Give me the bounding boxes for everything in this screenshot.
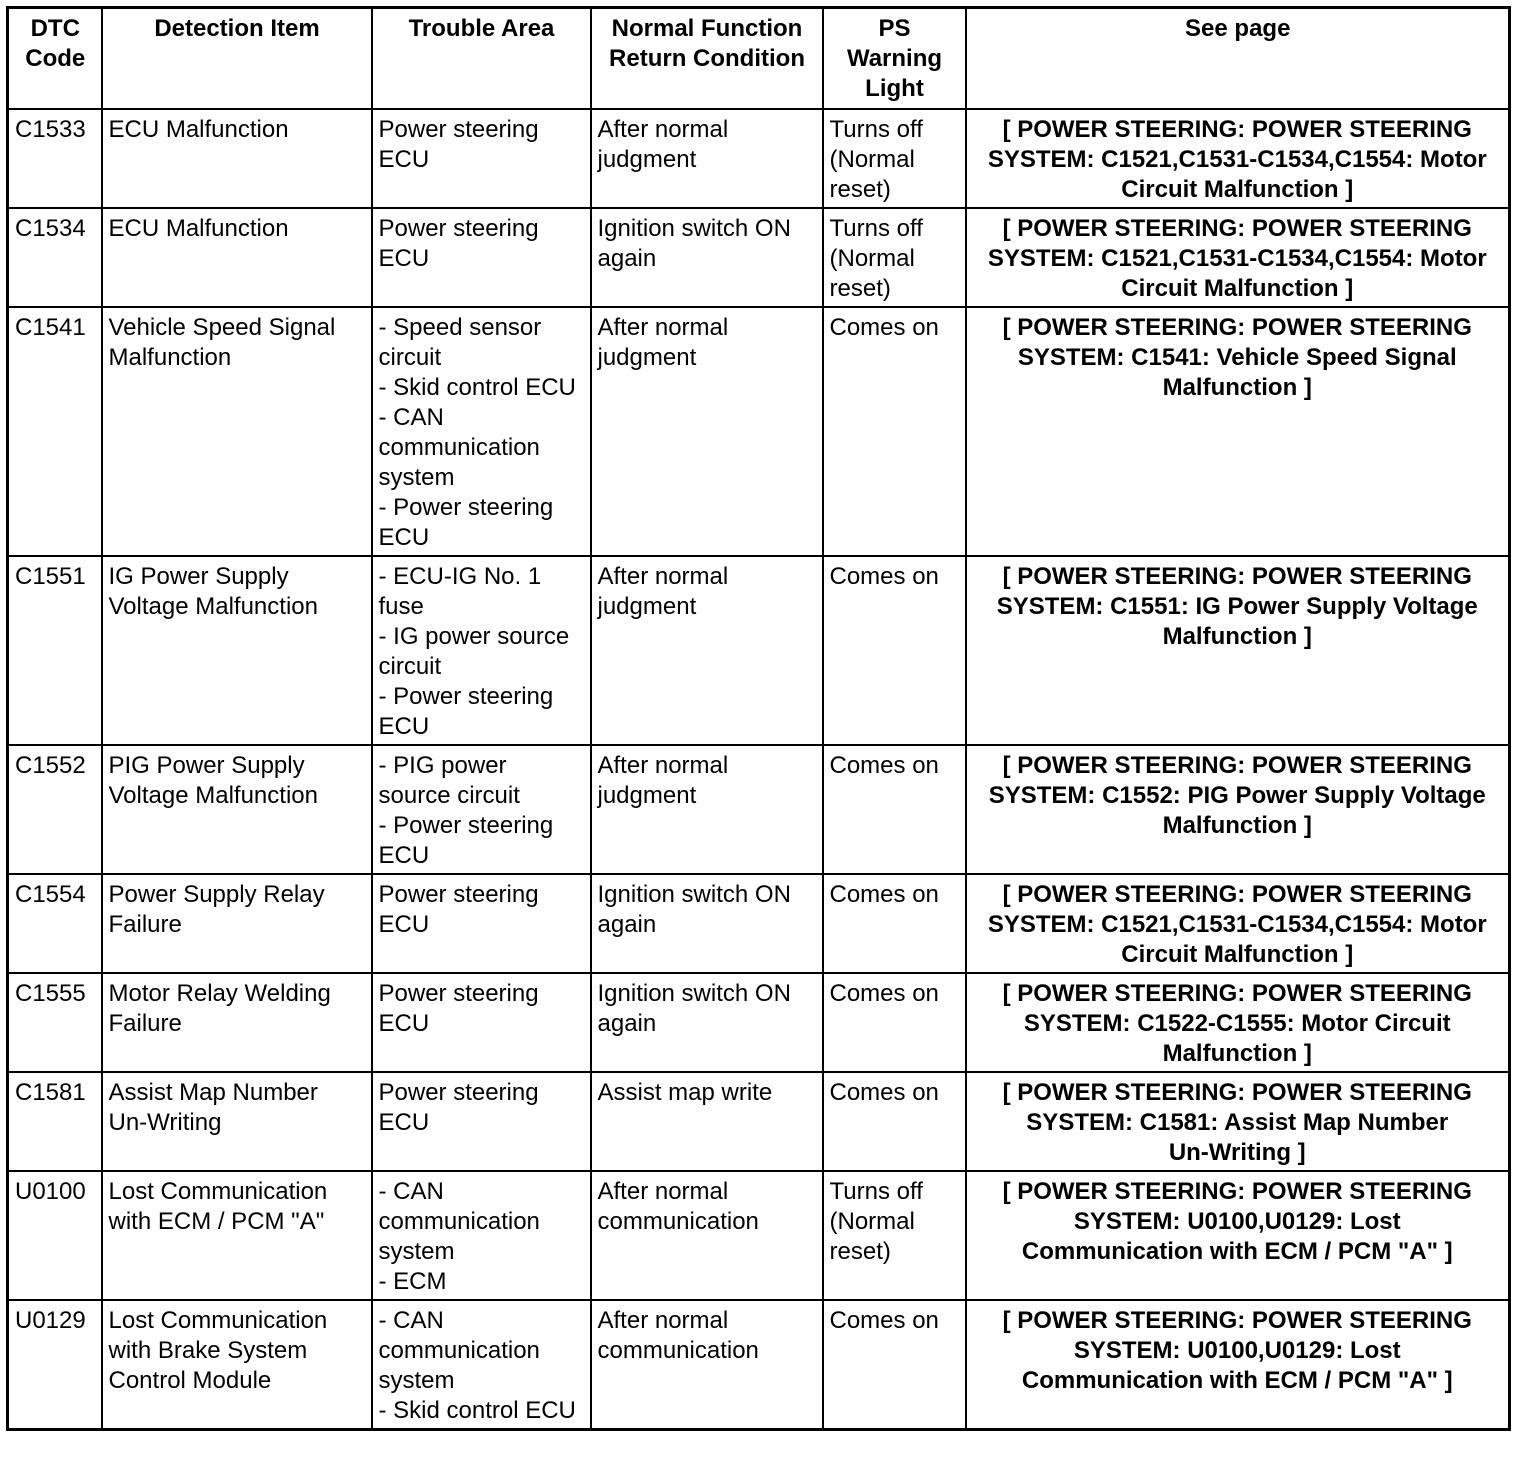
cell-trouble-area bbox=[372, 109, 591, 208]
cell-trouble-area-line: - CAN bbox=[378, 1307, 444, 1334]
cell-trouble-area-line: circuit bbox=[378, 344, 442, 371]
cell-dtc-code-line: C1551 bbox=[15, 563, 86, 590]
cell-see-page-line: [ POWER STEERING: POWER STEERING bbox=[1002, 314, 1472, 341]
cell-trouble-area-line: Power steering bbox=[378, 980, 539, 1007]
cell-trouble-area-line: communication bbox=[378, 1337, 540, 1364]
cell-see-page bbox=[966, 208, 1510, 307]
cell-return-condition-line: Ignition switch ON bbox=[597, 881, 791, 908]
cell-dtc-code bbox=[8, 1072, 102, 1171]
cell-return-condition-line: After normal bbox=[597, 752, 729, 779]
cell-see-page-line: Malfunction ] bbox=[1162, 1040, 1312, 1067]
cell-detection-item bbox=[102, 973, 372, 1072]
cell-detection-item bbox=[102, 874, 372, 973]
cell-trouble-area bbox=[372, 208, 591, 307]
cell-detection-item bbox=[102, 745, 372, 874]
header-row bbox=[8, 8, 1510, 110]
cell-ps-warning-light bbox=[823, 1072, 966, 1171]
cell-see-page-line: [ POWER STEERING: POWER STEERING bbox=[1002, 752, 1472, 779]
header-see-page-label: See page bbox=[1185, 15, 1291, 42]
cell-dtc-code bbox=[8, 1300, 102, 1430]
cell-ps-warning-light-line: Comes on bbox=[829, 1079, 939, 1106]
cell-trouble-area-line: system bbox=[378, 1367, 455, 1394]
cell-ps-warning-light-line: reset) bbox=[829, 1238, 891, 1265]
table-row bbox=[8, 556, 1510, 745]
cell-see-page bbox=[966, 1300, 1510, 1430]
cell-return-condition-line: judgment bbox=[597, 782, 697, 809]
cell-return-condition-line: communication bbox=[597, 1208, 759, 1235]
cell-detection-item-line: Power Supply Relay bbox=[108, 881, 325, 908]
cell-trouble-area-line: Power steering bbox=[378, 1079, 539, 1106]
cell-see-page-line: SYSTEM: U0100,U0129: Lost bbox=[1073, 1208, 1401, 1235]
cell-dtc-code bbox=[8, 307, 102, 556]
cell-return-condition-line: communication bbox=[597, 1337, 759, 1364]
cell-trouble-area-line: - Power steering bbox=[378, 812, 554, 839]
table-header bbox=[8, 8, 1510, 110]
cell-ps-warning-light-line: Comes on bbox=[829, 980, 939, 1007]
cell-detection-item-line: ECU Malfunction bbox=[108, 215, 289, 242]
cell-return-condition bbox=[591, 973, 823, 1072]
cell-trouble-area-line: system bbox=[378, 1238, 455, 1265]
cell-detection-item-line: Malfunction bbox=[108, 344, 232, 371]
cell-detection-item bbox=[102, 307, 372, 556]
cell-trouble-area-line: Power steering bbox=[378, 116, 539, 143]
cell-see-page-line: Un-Writing ] bbox=[1168, 1139, 1306, 1166]
cell-detection-item-line: Lost Communication bbox=[108, 1178, 328, 1205]
cell-see-page bbox=[966, 556, 1510, 745]
cell-detection-item bbox=[102, 556, 372, 745]
cell-ps-warning-light-line: Comes on bbox=[829, 881, 939, 908]
cell-ps-warning-light-line: (Normal bbox=[829, 1208, 915, 1235]
cell-trouble-area-line: - Skid control ECU bbox=[378, 374, 576, 401]
cell-see-page bbox=[966, 1171, 1510, 1300]
cell-trouble-area-line: - PIG power bbox=[378, 752, 507, 779]
cell-dtc-code bbox=[8, 109, 102, 208]
cell-detection-item-line: with ECM / PCM "A" bbox=[108, 1208, 325, 1235]
cell-trouble-area-line: ECU bbox=[378, 245, 430, 272]
header-see-page bbox=[966, 8, 1510, 110]
cell-ps-warning-light-line: Comes on bbox=[829, 563, 939, 590]
cell-return-condition bbox=[591, 745, 823, 874]
cell-detection-item-line: with Brake System bbox=[108, 1337, 308, 1364]
header-ps-warning-light-line: Warning bbox=[846, 45, 943, 72]
cell-detection-item-line: PIG Power Supply bbox=[108, 752, 305, 779]
cell-dtc-code-line: C1533 bbox=[15, 116, 86, 143]
table-row bbox=[8, 1300, 1510, 1430]
header-ps-warning-light-line: PS bbox=[878, 15, 911, 42]
cell-detection-item-line: Un-Writing bbox=[108, 1109, 222, 1136]
header-normal-function-line: Normal Function bbox=[611, 15, 803, 42]
cell-return-condition bbox=[591, 1171, 823, 1300]
cell-return-condition-line: After normal bbox=[597, 314, 729, 341]
cell-trouble-area-line: Power steering bbox=[378, 215, 539, 242]
cell-trouble-area-line: source circuit bbox=[378, 782, 520, 809]
cell-ps-warning-light-line: Turns off bbox=[829, 215, 923, 242]
cell-return-condition bbox=[591, 874, 823, 973]
cell-see-page-line: SYSTEM: C1581: Assist Map Number bbox=[1026, 1109, 1449, 1136]
table-row bbox=[8, 874, 1510, 973]
cell-ps-warning-light bbox=[823, 1300, 966, 1430]
table-row bbox=[8, 1171, 1510, 1300]
cell-trouble-area-line: - ECU-IG No. 1 bbox=[378, 563, 542, 590]
header-normal-function-line: Return Condition bbox=[609, 45, 805, 72]
cell-return-condition bbox=[591, 1300, 823, 1430]
cell-ps-warning-light bbox=[823, 556, 966, 745]
cell-dtc-code-line: C1534 bbox=[15, 215, 86, 242]
cell-ps-warning-light bbox=[823, 208, 966, 307]
cell-ps-warning-light-line: Turns off bbox=[829, 116, 923, 143]
cell-trouble-area bbox=[372, 307, 591, 556]
cell-trouble-area-line: - CAN bbox=[378, 404, 444, 431]
cell-return-condition-line: After normal bbox=[597, 116, 729, 143]
cell-trouble-area-line: ECU bbox=[378, 146, 430, 173]
cell-ps-warning-light-line: (Normal bbox=[829, 146, 915, 173]
cell-see-page-line: [ POWER STEERING: POWER STEERING bbox=[1002, 563, 1472, 590]
cell-see-page bbox=[966, 109, 1510, 208]
cell-detection-item-line: Failure bbox=[108, 911, 182, 938]
cell-detection-item-line: Failure bbox=[108, 1010, 182, 1037]
cell-ps-warning-light-line: reset) bbox=[829, 275, 891, 302]
cell-trouble-area-line: - CAN bbox=[378, 1178, 444, 1205]
cell-see-page bbox=[966, 874, 1510, 973]
cell-trouble-area-line: - Skid control ECU bbox=[378, 1397, 576, 1424]
cell-trouble-area bbox=[372, 745, 591, 874]
cell-ps-warning-light-line: Comes on bbox=[829, 752, 939, 779]
cell-trouble-area-line: communication bbox=[378, 434, 540, 461]
cell-ps-warning-light bbox=[823, 109, 966, 208]
cell-return-condition-line: judgment bbox=[597, 344, 697, 371]
cell-trouble-area-line: - Power steering bbox=[378, 683, 554, 710]
cell-trouble-area-line: - ECM bbox=[378, 1268, 447, 1295]
table-row bbox=[8, 307, 1510, 556]
cell-see-page-line: SYSTEM: U0100,U0129: Lost bbox=[1073, 1337, 1401, 1364]
table-row bbox=[8, 109, 1510, 208]
cell-return-condition-line: After normal bbox=[597, 563, 729, 590]
cell-trouble-area-line: ECU bbox=[378, 911, 430, 938]
cell-see-page-line: Communication with ECM / PCM "A" ] bbox=[1021, 1238, 1453, 1265]
cell-see-page-line: [ POWER STEERING: POWER STEERING bbox=[1002, 1178, 1472, 1205]
cell-trouble-area-line: system bbox=[378, 464, 455, 491]
cell-detection-item-line: Voltage Malfunction bbox=[108, 593, 318, 620]
cell-ps-warning-light bbox=[823, 307, 966, 556]
cell-see-page-line: Malfunction ] bbox=[1162, 623, 1312, 650]
cell-return-condition bbox=[591, 307, 823, 556]
cell-trouble-area bbox=[372, 973, 591, 1072]
cell-return-condition-line: Ignition switch ON bbox=[597, 980, 791, 1007]
cell-trouble-area bbox=[372, 1171, 591, 1300]
cell-dtc-code-line: C1554 bbox=[15, 881, 86, 908]
cell-see-page-line: Circuit Malfunction ] bbox=[1121, 941, 1354, 968]
cell-detection-item bbox=[102, 1171, 372, 1300]
cell-detection-item bbox=[102, 109, 372, 208]
cell-return-condition bbox=[591, 208, 823, 307]
cell-detection-item bbox=[102, 1072, 372, 1171]
header-dtc-code-line: Code bbox=[25, 45, 86, 72]
header-trouble-area-label: Trouble Area bbox=[408, 15, 555, 42]
cell-trouble-area-line: circuit bbox=[378, 653, 442, 680]
cell-return-condition-line: again bbox=[597, 911, 657, 938]
cell-return-condition-line: again bbox=[597, 245, 657, 272]
cell-trouble-area-line: - Speed sensor bbox=[378, 314, 542, 341]
table-row bbox=[8, 208, 1510, 307]
header-detection-item-label: Detection Item bbox=[154, 15, 320, 42]
cell-see-page-line: SYSTEM: C1552: PIG Power Supply Voltage bbox=[988, 782, 1486, 809]
cell-return-condition-line: judgment bbox=[597, 146, 697, 173]
cell-dtc-code bbox=[8, 208, 102, 307]
cell-see-page-line: Communication with ECM / PCM "A" ] bbox=[1021, 1367, 1453, 1394]
cell-see-page-line: [ POWER STEERING: POWER STEERING bbox=[1002, 980, 1472, 1007]
cell-see-page-line: [ POWER STEERING: POWER STEERING bbox=[1002, 215, 1472, 242]
cell-detection-item-line: Motor Relay Welding bbox=[108, 980, 331, 1007]
cell-return-condition-line: Assist map write bbox=[597, 1079, 773, 1106]
cell-detection-item-line: IG Power Supply bbox=[108, 563, 289, 590]
cell-see-page-line: Malfunction ] bbox=[1162, 812, 1312, 839]
cell-dtc-code-line: U0100 bbox=[15, 1178, 86, 1205]
table-body bbox=[8, 109, 1510, 1430]
cell-see-page-line: SYSTEM: C1522-C1555: Motor Circuit bbox=[1023, 1010, 1451, 1037]
table-row bbox=[8, 1072, 1510, 1171]
cell-see-page-line: SYSTEM: C1521,C1531-C1534,C1554: Motor bbox=[987, 911, 1487, 938]
cell-trouble-area-line: fuse bbox=[378, 593, 424, 620]
header-ps-warning-light bbox=[823, 8, 966, 110]
cell-see-page-line: [ POWER STEERING: POWER STEERING bbox=[1002, 1079, 1472, 1106]
cell-see-page bbox=[966, 307, 1510, 556]
cell-dtc-code bbox=[8, 556, 102, 745]
cell-return-condition bbox=[591, 109, 823, 208]
cell-dtc-code bbox=[8, 1171, 102, 1300]
cell-trouble-area bbox=[372, 1300, 591, 1430]
cell-detection-item-line: Control Module bbox=[108, 1367, 272, 1394]
dtc-table bbox=[6, 6, 1511, 1431]
cell-see-page bbox=[966, 1072, 1510, 1171]
cell-detection-item-line: ECU Malfunction bbox=[108, 116, 289, 143]
cell-see-page-line: SYSTEM: C1521,C1531-C1534,C1554: Motor bbox=[987, 245, 1487, 272]
cell-ps-warning-light bbox=[823, 973, 966, 1072]
cell-see-page-line: SYSTEM: C1551: IG Power Supply Voltage bbox=[996, 593, 1478, 620]
cell-ps-warning-light-line: Comes on bbox=[829, 314, 939, 341]
cell-trouble-area-line: ECU bbox=[378, 842, 430, 869]
cell-ps-warning-light-line: Comes on bbox=[829, 1307, 939, 1334]
cell-dtc-code-line: C1552 bbox=[15, 752, 86, 779]
cell-see-page-line: SYSTEM: C1521,C1531-C1534,C1554: Motor bbox=[987, 146, 1487, 173]
cell-return-condition bbox=[591, 556, 823, 745]
header-detection-item bbox=[102, 8, 372, 110]
cell-dtc-code bbox=[8, 973, 102, 1072]
header-normal-function bbox=[591, 8, 823, 110]
cell-trouble-area-line: ECU bbox=[378, 1010, 430, 1037]
header-ps-warning-light-line: Light bbox=[865, 75, 924, 102]
cell-trouble-area-line: - Power steering bbox=[378, 494, 554, 521]
cell-see-page-line: SYSTEM: C1541: Vehicle Speed Signal bbox=[1017, 344, 1457, 371]
header-trouble-area bbox=[372, 8, 591, 110]
cell-return-condition-line: After normal bbox=[597, 1178, 729, 1205]
cell-detection-item-line: Lost Communication bbox=[108, 1307, 328, 1334]
cell-trouble-area-line: ECU bbox=[378, 713, 430, 740]
cell-trouble-area-line: Power steering bbox=[378, 881, 539, 908]
cell-ps-warning-light bbox=[823, 1171, 966, 1300]
cell-trouble-area-line: - IG power source bbox=[378, 623, 570, 650]
cell-detection-item bbox=[102, 208, 372, 307]
header-dtc-code-line: DTC bbox=[30, 15, 80, 42]
cell-see-page-line: Malfunction ] bbox=[1162, 374, 1312, 401]
cell-ps-warning-light bbox=[823, 745, 966, 874]
table-row bbox=[8, 973, 1510, 1072]
cell-ps-warning-light-line: reset) bbox=[829, 176, 891, 203]
header-dtc-code bbox=[8, 8, 102, 110]
cell-dtc-code-line: C1541 bbox=[15, 314, 86, 341]
cell-detection-item-line: Assist Map Number bbox=[108, 1079, 318, 1106]
cell-see-page bbox=[966, 745, 1510, 874]
cell-dtc-code-line: C1581 bbox=[15, 1079, 86, 1106]
cell-ps-warning-light-line: (Normal bbox=[829, 245, 915, 272]
cell-see-page-line: Circuit Malfunction ] bbox=[1121, 275, 1354, 302]
cell-trouble-area bbox=[372, 874, 591, 973]
cell-trouble-area-line: communication bbox=[378, 1208, 540, 1235]
cell-return-condition bbox=[591, 1072, 823, 1171]
cell-detection-item-line: Voltage Malfunction bbox=[108, 782, 318, 809]
cell-see-page-line: [ POWER STEERING: POWER STEERING bbox=[1002, 1307, 1472, 1334]
cell-return-condition-line: again bbox=[597, 1010, 657, 1037]
cell-dtc-code-line: C1555 bbox=[15, 980, 86, 1007]
cell-trouble-area bbox=[372, 1072, 591, 1171]
cell-detection-item bbox=[102, 1300, 372, 1430]
cell-trouble-area bbox=[372, 556, 591, 745]
cell-return-condition-line: Ignition switch ON bbox=[597, 215, 791, 242]
cell-see-page bbox=[966, 973, 1510, 1072]
table-row bbox=[8, 745, 1510, 874]
cell-return-condition-line: judgment bbox=[597, 593, 697, 620]
cell-ps-warning-light-line: Turns off bbox=[829, 1178, 923, 1205]
cell-dtc-code bbox=[8, 874, 102, 973]
cell-return-condition-line: After normal bbox=[597, 1307, 729, 1334]
cell-dtc-code bbox=[8, 745, 102, 874]
cell-see-page-line: [ POWER STEERING: POWER STEERING bbox=[1002, 881, 1472, 908]
cell-trouble-area-line: ECU bbox=[378, 524, 430, 551]
cell-dtc-code-line: U0129 bbox=[15, 1307, 86, 1334]
cell-ps-warning-light bbox=[823, 874, 966, 973]
cell-see-page-line: [ POWER STEERING: POWER STEERING bbox=[1002, 116, 1472, 143]
cell-see-page-line: Circuit Malfunction ] bbox=[1121, 176, 1354, 203]
cell-detection-item-line: Vehicle Speed Signal bbox=[108, 314, 336, 341]
cell-trouble-area-line: ECU bbox=[378, 1109, 430, 1136]
